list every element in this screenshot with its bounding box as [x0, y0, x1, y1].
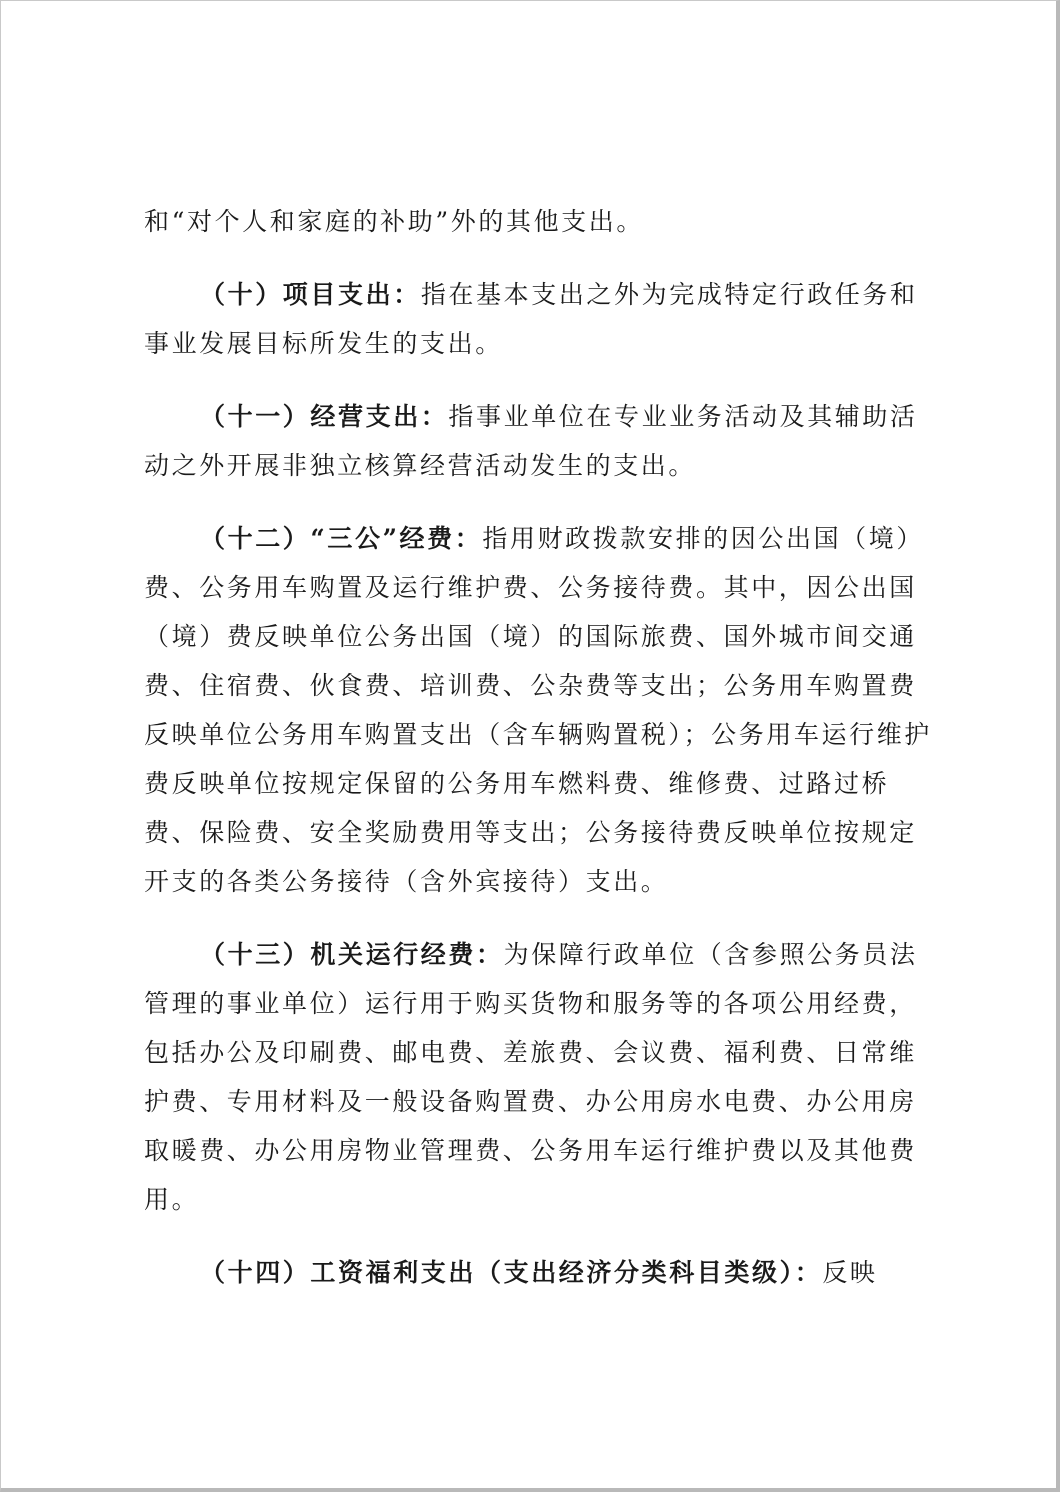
paragraph-project-expenditure	[144, 270, 944, 368]
paragraph-text: 和“对个人和家庭的补助”外的其他支出。	[144, 207, 644, 236]
paragraph-continuation	[144, 197, 944, 246]
document-body	[144, 197, 944, 1321]
paragraph-wages-welfare	[144, 1248, 944, 1297]
section-heading: （十四）工资福利支出（支出经济分类科目类级）：	[200, 1258, 823, 1287]
paragraph-text: 反映	[822, 1258, 878, 1287]
section-heading: （十一）经营支出：	[200, 402, 449, 431]
paragraph-three-public-expenses	[144, 514, 944, 906]
paragraph-text: 指用财政拨款安排的因公出国（境）费、公务用车购置及运行维护费、公务接待费。其中，因公出国（境）费反映单位公务出国（境）的国际旅费、国外城市间交通费、住宿费、伙食费、培训费、公杂费等支出；公务用车购置费反映单位公务用车购置支出（含车辆购置税）；公务用车运行维护费反映单位按规定保留的公务用车燃料费、维修费、过路过桥费、保险费、安全奖励费用等支出；公务接待费反映单位按规定开支的各类公务接待（含外宾接待）支出。	[144, 524, 932, 896]
paragraph-text: 指在基本支出之外为完成特定行政任务和事业发展目标所发生的支出。	[144, 280, 918, 358]
section-heading: （十三）机关运行经费：	[200, 940, 504, 969]
paragraph-text: 指事业单位在专业业务活动及其辅助活动之外开展非独立核算经营活动发生的支出。	[144, 402, 918, 480]
paragraph-text: 为保障行政单位（含参照公务员法管理的事业单位）运行用于购买货物和服务等的各项公用经费，包括办公及印刷费、邮电费、差旅费、会议费、福利费、日常维护费、专用材料及一般设备购置费、办公用房水电费、办公用房取暖费、办公用房物业管理费、公务用车运行维护费以及其他费用。	[144, 940, 918, 1214]
paragraph-agency-operating-costs	[144, 930, 944, 1224]
paragraph-operating-expenditure	[144, 392, 944, 490]
section-heading: （十）项目支出：	[200, 280, 421, 309]
section-heading: （十二）“三公”经费：	[200, 524, 483, 553]
